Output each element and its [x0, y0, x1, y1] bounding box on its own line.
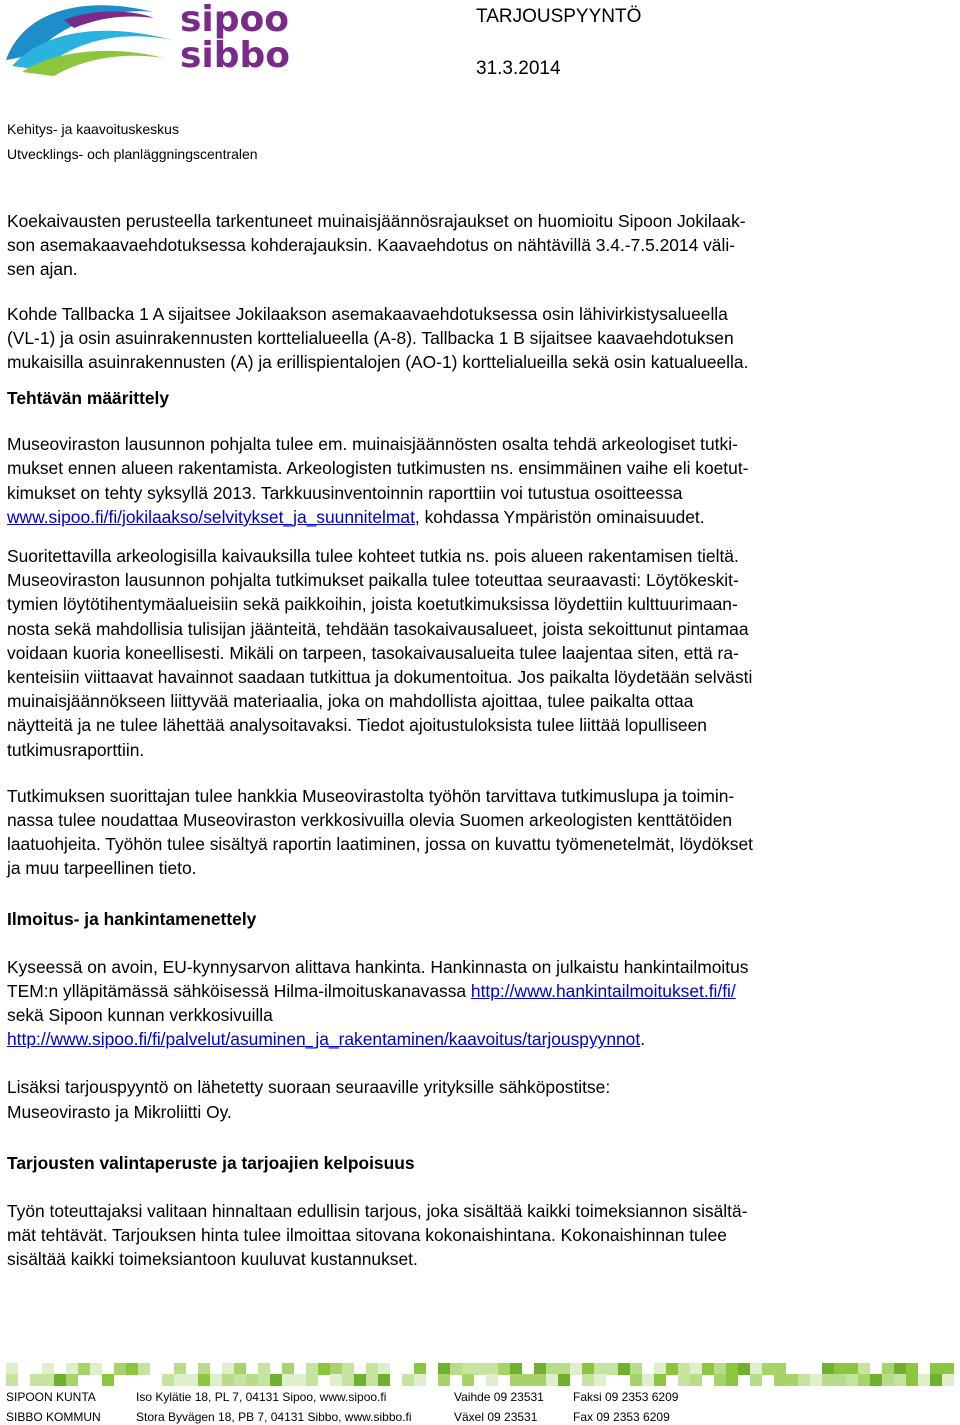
sent-line: Museovirasto ja Mikroliitti Oy.: [7, 1101, 232, 1122]
footer-phone-fi: Vaihde 09 23531: [454, 1390, 544, 1404]
document-date: 31.3.2014: [476, 58, 561, 79]
notice-line: Kyseessä on avoin, EU-kynnysarvon alittava hankinta. Hankinnasta on julkaistu hankintailmoitus: [7, 956, 749, 977]
notice-line: [7, 1027, 937, 1051]
permit-line: laatuohjeita. Työhön tulee sisältyä raportin laatiminen, jossa on kuvattu työmenetelmät, löydökset: [7, 834, 753, 855]
sipoo-sibbo-logo: [4, 0, 289, 80]
footer-address-sv: Stora Byvägen 18, PB 7, 04131 Sibbo, www.sibbo.fi: [136, 1410, 412, 1424]
survey-line: näytteitä ja ne tulee lähettää analysoitavaksi. Tiedot ajoitustuloksista tulee liittää lopulliseen: [7, 715, 707, 736]
intro-line: Koekaivausten perusteella tarkentuneet muinaisjäännösrajaukset on huomioitu Sipoon Jokilaak-: [7, 211, 746, 231]
survey-line: muinaisjäännökseen liittyvää materiaalia, joka on mahdollista ajoittaa, tulee paikalta ottaa: [7, 691, 694, 712]
jokilaakso-report-link[interactable]: www.sipoo.fi/fi/jokilaakso/selvitykset_ja_suunnitelmat: [7, 506, 415, 527]
permit-line: nassa tulee noudattaa Museoviraston verkkosivuilla olevia Suomen arkeologisten kenttätöiden: [7, 810, 733, 831]
selection-line: mät tehtävät. Tarjouksen hinta tulee ilmoittaa sitovana kokonaishintana. Kokonaishinnan tulee: [7, 1225, 727, 1246]
survey-line: voidaan kuoria koneellisesti. Mikäli on tarpeen, tasokaivausalueita tulee laajentaa siten, että ra-: [7, 642, 739, 663]
footer-color-bar: [6, 1363, 959, 1386]
survey-line: Museoviraston lausunnon pohjalta tutkimukset paikalla tulee toteuttaa seuraavasti: Löytökeskit-: [7, 570, 739, 591]
footer-org-fi: SIPOON KUNTA: [6, 1390, 96, 1404]
permit-line: Tutkimuksen suorittajan tulee hankkia Museovirastolta työhön tarvittava tutkimuslupa ja toimin-: [7, 785, 735, 806]
survey-line: nosta sekä mahdollisia tulisijan jäänteitä, tehdään tasokaivausalueet, joista sekoittunut pintamaa: [7, 618, 749, 639]
kohde-line: (VL-1) ja osin asuinrakennusten korttelialueella (A-8). Tallbacka 1 B sijaitsee kaavaehdotuksen: [7, 327, 734, 348]
hankintailmoitukset-link[interactable]: http://www.hankintailmoitukset.fi/fi/: [470, 980, 736, 1001]
footer-org-sv: SIBBO KOMMUN: [6, 1410, 101, 1424]
task-line-rest: , kohdassa Ympäristön ominaisuudet.: [414, 506, 705, 527]
intro-line: son asemakaavaehdotuksessa kohderajauksin. Kaavaehdotus on nähtävillä 3.4.-7.5.2014 väli-: [7, 235, 735, 256]
notice-line: [7, 979, 937, 1003]
footer-address-fi: Iso Kylätie 18, PL 7, 04131 Sipoo, www.sipoo.fi: [136, 1390, 387, 1404]
notice-line-text: TEM:n ylläpitämässä sähköisessä Hilma-ilmoituskanavassa: [7, 980, 471, 1001]
intro-line: sen ajan.: [7, 259, 78, 280]
notice-line: sekä Sipoon kunnan verkkosivuilla: [7, 1005, 273, 1026]
document-body: [7, 209, 937, 1272]
logo-swoosh-graphic: [4, 0, 179, 80]
selection-line: sisältää kaikki toimeksiantoon kuuluvat kustannukset.: [7, 1249, 418, 1270]
survey-line: tymien löytötihentymäalueisiin sekä paikkoihin, joista koetutkimuksissa löydettiin kulttuurimaan-: [7, 594, 738, 615]
selection-line: Työn toteuttajaksi valitaan hinnaltaan edullisin tarjous, joka sisältää kaikki toimeksiannon sisältä-: [7, 1200, 748, 1221]
notice-line-rest: .: [640, 1029, 646, 1050]
footer-fax-sv: Fax 09 2353 6209: [573, 1410, 670, 1424]
footer-phone-sv: Växel 09 23531: [454, 1410, 538, 1424]
section-heading-ilmoitus: Ilmoitus- ja hankintamenettely: [7, 908, 257, 929]
section-heading-valintaperuste: Tarjousten valintaperuste ja tarjoajien kelpoisuus: [7, 1152, 415, 1173]
kohde-line: Kohde Tallbacka 1 A sijaitsee Jokilaakson asemakaavaehdotuksessa osin lähivirkistysalueella: [7, 303, 728, 324]
logo-text-sibbo: sibbo: [180, 35, 291, 76]
section-heading-tehtava: Tehtävän määrittely: [7, 388, 170, 409]
survey-line: kenteisiin viittaavat havainnot saadaan tutkittua ja dokumentoitua. Jos paikalta löydetään selvästi: [7, 667, 753, 688]
org-name-sv: Utvecklings- och planläggningscentralen: [7, 146, 258, 162]
kohde-line: mukaisilla asuinrakennusten (A) ja erillispientalojen (AO-1) korttelialueilla sekä osin katualueella.: [7, 352, 749, 373]
task-line: kimukset on tehty syksyllä 2013. Tarkkuusinventoinnin raporttiin voi tutustua osoitteessa: [7, 482, 683, 503]
survey-line: tutkimusraporttiin.: [7, 739, 145, 760]
survey-line: Suoritettavilla arkeologisilla kaivauksilla tulee kohteet tutkia ns. pois alueen rakentamisen tieltä.: [7, 546, 739, 567]
footer-fax-fi: Faksi 09 2353 6209: [573, 1390, 679, 1404]
org-name-fi: Kehitys- ja kaavoituskeskus: [7, 121, 179, 137]
task-line: Museoviraston lausunnon pohjalta tulee em. muinaisjäännösten osalta tehdä arkeologiset tutki-: [7, 434, 738, 455]
sent-line: Lisäksi tarjouspyyntö on lähetetty suoraan seuraaville yrityksille sähköpostitse:: [7, 1077, 611, 1098]
task-line: [7, 505, 937, 529]
document-type: TARJOUSPYYNTÖ: [476, 6, 642, 27]
logo-text-sipoo: sipoo: [180, 0, 290, 40]
task-line: mukset ennen alueen rakentamista. Arkeologisten tutkimusten ns. ensimmäinen vaihe eli koetut-: [7, 458, 749, 479]
tarjouspyynnot-link[interactable]: http://www.sipoo.fi/fi/palvelut/asuminen_ja_rakentaminen/kaavoitus/tarjouspyynnot: [7, 1029, 641, 1050]
permit-line: ja muu tarpeellinen tieto.: [7, 858, 197, 879]
